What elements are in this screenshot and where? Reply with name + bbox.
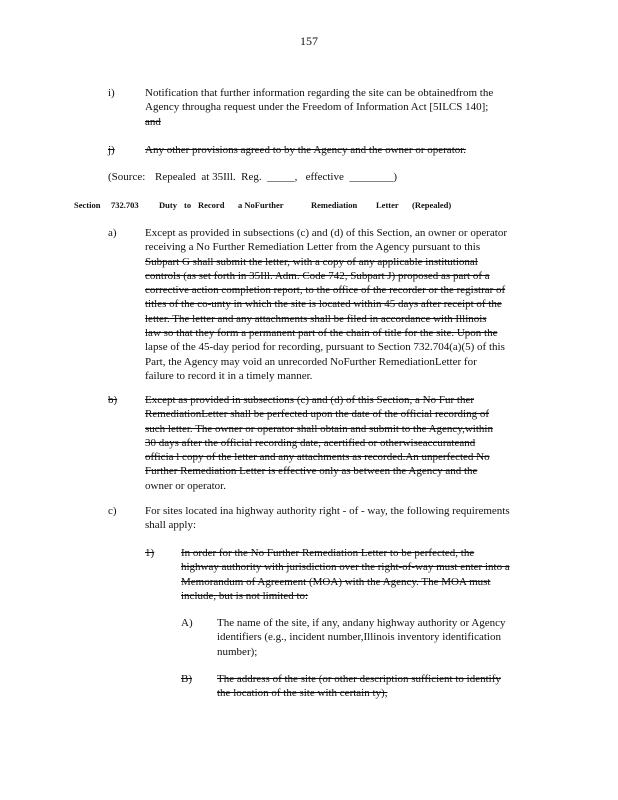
heading-word-a-nofurther: a NoFurther [238,200,284,210]
text-line: For sites located ina highway authority right - of - way, the following requirements [145,505,510,517]
text-line: lapse of the 45-day period for recording, pursuant to Section 732.704(a)(5) of this [145,341,505,354]
text-line: RemediationLetter shall be perfected upon the date of the official recording of [145,408,490,421]
sub-B-text [217,672,529,701]
heading-word-to: to [184,200,192,210]
heading-word-duty: Duty [159,200,177,210]
text-line: number); [217,645,258,658]
text-line: The name of the site, if any, andany highway authority or Agency [217,617,506,629]
text-line: Notification that further information regarding the site can be obtainedfrom the [145,87,494,99]
text-line: Except as provided in subsections (c) and (d) of this Section, an owner or operator [145,227,507,239]
sub-A-text [217,616,529,659]
text-line: controls (as set forth in 35Ill. Adm. Code 742, Subpart J) proposed as part of a [145,269,490,282]
text-line: law so that they form a permanent part of the chain of title for the site. Upon the [145,327,498,340]
text-line: The address of the site (or other description sufficient to identify [217,673,501,685]
source-label: (Source: [108,171,146,183]
text-line: and [145,115,161,128]
text-line: officia l copy of the letter and any attachments as recorded.An unperfected No [145,451,490,464]
text-line: titles of the co-unty in which the site is located within 45 days after receipt of the [145,298,502,311]
section-number: 732.703 [111,200,139,210]
heading-word-record: Record [198,200,225,210]
heading-word-repealed: (Repealed) [412,200,452,210]
text-line: In order for the No Further Remediation Letter to be perfected, the [181,547,475,559]
text-line: receiving a No Further Remediation Letter from the Agency pursuant to this [145,241,481,254]
item-j-text [145,143,495,157]
text-line: Agency througha request under the Freedom of Information Act [5ILCS 140]; [145,101,489,114]
text-line: the location of the site with certain ty), [217,687,388,700]
para-a-text [145,226,537,383]
text-line: Memorandum of Agreement (MOA) with the Agency. The MOA must [181,575,491,588]
page-number: 157 [300,34,318,48]
heading-word-remediation: Remediation [311,200,358,210]
section-heading [0,200,618,212]
section-label: Section [74,200,101,210]
text-line: shall apply: [145,519,197,532]
source-text: Repealed at 35Ill. Reg. _____, effective ________) [155,171,398,183]
item-i-text [145,86,525,129]
para-b-marker: b) [108,394,118,406]
text-line: Except as provided in subsections (c) and (d) of this Section, a No Fur ther [145,394,475,406]
heading-word-letter: Letter [376,200,399,210]
text-line: identifiers (e.g., incident number,Illinois inventory identification [217,631,501,644]
item-j-marker: j) [108,144,115,156]
sub-1-marker: 1) [145,547,155,559]
text-line: owner or operator. [145,479,226,492]
para-b-text [145,393,527,493]
text-line: highway authority with jurisdiction over the right-of-way must enter into a [181,561,510,574]
text-line: letter. The letter and any attachments shall be filed in accordance with Illinois [145,312,487,325]
text-line: failure to record it in a timely manner. [145,369,313,382]
text-line: Any other provisions agreed to by the Agency and the owner or operator. [145,144,467,156]
para-c-marker: c) [108,505,117,517]
para-a-marker: a) [108,227,117,239]
para-c-text [145,504,525,533]
text-line: 30 days after the official recording date, acertified or otherwiseaccurateand [145,436,476,449]
text-line: corrective action completion report, to the office of the recorder or the registrar of [145,284,506,297]
text-line: Further Remediation Letter is effective only as between the Agency and the [145,465,478,478]
text-line: such letter. The owner or operator shall obtain and submit to the Agency,within [145,422,493,435]
sub-A-marker: A) [181,617,193,629]
text-line: Part, the Agency may void an unrecorded NoFurther RemediationLetter for [145,355,477,368]
sub-B-marker: B) [181,673,192,685]
sub-1-text [181,546,543,603]
text-line: Subpart G shall submit the letter, with a copy of any applicable institutional [145,255,478,268]
text-line: include, but is not limited to: [181,589,309,602]
item-i-marker: i) [108,87,115,99]
